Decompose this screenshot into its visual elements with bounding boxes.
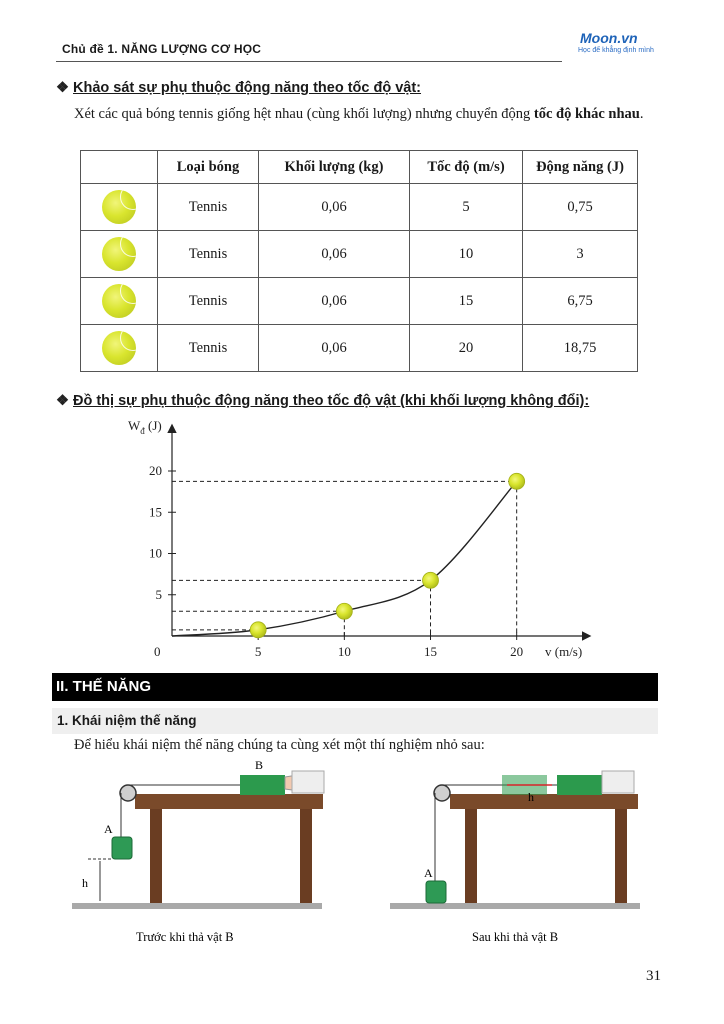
header-cell-type: Loại bóng <box>158 151 259 184</box>
header-divider <box>56 61 562 62</box>
header-cell-mass: Khối lượng (kg) <box>259 151 410 184</box>
table-top <box>450 794 638 809</box>
ball-cell <box>81 325 158 372</box>
before-scene <box>72 758 324 944</box>
y-tick-label: 5 <box>155 586 162 602</box>
section-title-bar: II. THẾ NĂNG <box>52 673 658 701</box>
mass-cell: 0,06 <box>259 325 410 372</box>
table-row <box>81 184 638 231</box>
y-tick-label: 15 <box>149 504 162 520</box>
data-points <box>250 473 525 638</box>
x-tick-label: 5 <box>254 644 262 659</box>
y-tick-label: 20 <box>149 463 162 478</box>
energy-cell: 3 <box>523 231 638 278</box>
pulley <box>120 785 136 801</box>
ball-cell <box>81 184 158 231</box>
table-leg <box>465 809 477 903</box>
survey-heading: ❖ Khảo sát sự phụ thuộc động năng theo tốc độ vật: <box>56 80 422 96</box>
caption-before: Trước khi thả vật B <box>136 930 234 944</box>
experiment-illustration <box>60 755 680 955</box>
speed-cell: 5 <box>410 184 523 231</box>
page-number: 31 <box>646 968 661 984</box>
sleeve <box>602 771 634 793</box>
energy-cell: 0,75 <box>523 184 638 231</box>
header-cell-speed: Tốc độ (m/s) <box>410 151 523 184</box>
table-leg <box>150 809 162 903</box>
block-a <box>426 881 446 903</box>
pulley <box>434 785 450 801</box>
speed-cell: 10 <box>410 231 523 278</box>
kinetic-energy-chart <box>100 418 600 668</box>
table-leg <box>615 809 627 903</box>
survey-intro: Xét các quả bóng tennis giống hệt nhau (cùng khối lượng) nhưng chuyển động tốc độ khác nhau. <box>74 106 644 122</box>
table-leg <box>300 809 312 903</box>
tennis-ball-icon <box>102 284 136 318</box>
speed-cell: 20 <box>410 325 523 372</box>
diamond-bullet-icon: ❖ <box>56 393 69 409</box>
x-tick-label: 15 <box>424 644 438 659</box>
block-b <box>557 775 602 795</box>
header-cell-image <box>81 151 158 184</box>
block-b <box>240 775 285 795</box>
header-cell-energy: Động năng (J) <box>523 151 638 184</box>
tennis-ball-point <box>336 603 352 619</box>
ball-cell <box>81 231 158 278</box>
mass-cell: 0,06 <box>259 278 410 325</box>
origin-label: 0 <box>154 644 161 659</box>
label-h: h <box>528 790 534 804</box>
graph-heading: ❖ Đồ thị sự phụ thuộc động năng theo tốc độ vật (khi khối lượng không đổi): <box>56 393 590 409</box>
tennis-ball-icon <box>102 237 136 271</box>
tennis-ball-icon <box>102 190 136 224</box>
x-tick-label: 20 <box>510 644 524 659</box>
label-h: h <box>82 876 88 890</box>
table-top <box>135 794 323 809</box>
tennis-ball-icon <box>102 331 136 365</box>
energy-cell: 6,75 <box>523 278 638 325</box>
mass-cell: 0,06 <box>259 184 410 231</box>
moon-logo: Moon.vn <box>580 30 638 46</box>
diamond-bullet-icon: ❖ <box>56 80 69 96</box>
label-a: A <box>424 866 433 880</box>
y-tick-label: 10 <box>149 545 162 561</box>
label-a: A <box>104 822 113 836</box>
table-header-row <box>81 151 638 184</box>
after-scene <box>390 771 640 944</box>
tennis-ball-table <box>80 150 638 372</box>
block-a <box>112 837 132 859</box>
mass-cell: 0,06 <box>259 231 410 278</box>
caption-after: Sau khi thả vật B <box>472 930 559 944</box>
floor <box>390 903 640 909</box>
ball-cell <box>81 278 158 325</box>
sleeve <box>292 771 324 793</box>
subsection-title-bar: 1. Khái niệm thế năng <box>52 708 658 734</box>
floor <box>72 903 322 909</box>
table-row <box>81 278 638 325</box>
type-cell: Tennis <box>158 325 259 372</box>
y-axis-label: $W_đ$ (J) <box>128 418 162 436</box>
type-cell: Tennis <box>158 231 259 278</box>
x-axis-label: v (m/s) <box>545 644 583 659</box>
type-cell: Tennis <box>158 278 259 325</box>
tennis-ball-point <box>250 622 266 638</box>
table-row <box>81 325 638 372</box>
x-tick-label: 10 <box>337 644 351 659</box>
table-row <box>81 231 638 278</box>
energy-cell: 18,75 <box>523 325 638 372</box>
running-header-title: Chủ đề 1. NĂNG LƯỢNG CƠ HỌC <box>62 42 262 56</box>
speed-cell: 15 <box>410 278 523 325</box>
experiment-intro: Để hiểu khái niệm thế năng chúng ta cùng xét một thí nghiệm nhỏ sau: <box>74 737 485 753</box>
logo-tagline: Học để khẳng định mình <box>578 47 654 54</box>
tennis-ball-point <box>423 572 439 588</box>
label-b: B <box>255 758 264 772</box>
tennis-ball-point <box>509 473 525 489</box>
type-cell: Tennis <box>158 184 259 231</box>
